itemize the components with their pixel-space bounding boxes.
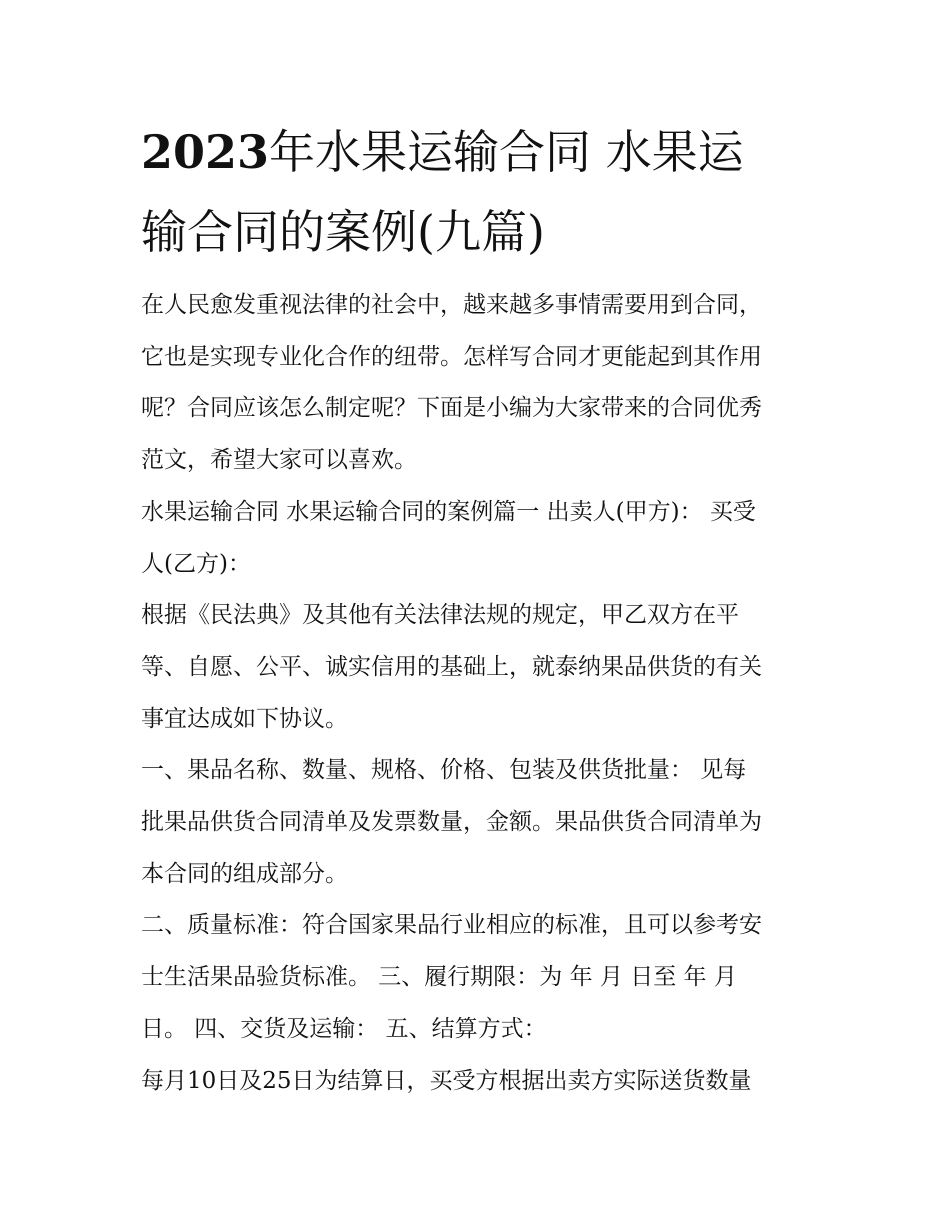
- text-line: 批果品供货合同清单及发票数量，金额。果品供货合同清单为: [141, 809, 762, 836]
- text-line: 士生活果品验货标准。 三、履行期限：为 年 月 日至 年 月: [141, 964, 737, 991]
- text-line: 本合同的组成部分。: [141, 860, 348, 887]
- document-title: [141, 112, 821, 272]
- title-year: 2023: [141, 125, 270, 179]
- paragraph-settlement: [141, 1056, 821, 1108]
- title-line-1: [141, 112, 821, 192]
- text-line: 根据《民法典》及其他有关法律法规的规定，甲乙双方在平: [141, 602, 739, 629]
- text-line: 范文，希望大家可以喜欢。: [141, 447, 417, 474]
- text-line: 在人民愈发重视法律的社会中，越来越多事情需要用到合同，: [141, 292, 762, 318]
- paragraph-parties: [141, 487, 821, 590]
- paragraph-clause-2: [141, 900, 821, 1055]
- title-line-2: 输合同的案例(九篇): [141, 205, 545, 259]
- text-line: 二、质量标准：符合国家果品行业相应的标准，且可以参考安: [141, 912, 762, 939]
- paragraph-clause-1: [141, 745, 821, 900]
- paragraph-intro: [141, 280, 821, 487]
- text-line: 事宜达成如下协议。: [141, 705, 348, 732]
- text-line: 人(乙方)：: [141, 550, 251, 577]
- text-line: 它也是实现专业化合作的纽带。怎样写合同才更能起到其作用: [141, 343, 762, 370]
- text-line: 水果运输合同 水果运输合同的案例篇一 出卖人(甲方)： 买受: [141, 498, 756, 525]
- document-body: [141, 280, 821, 1107]
- text-line: 每月10日及25日为结算日，买受方根据出卖方实际送货数量: [141, 1067, 752, 1094]
- text-line: 日。 四、交货及运输： 五、结算方式：: [141, 1015, 547, 1042]
- text-line: 等、自愿、公平、诚实信用的基础上，就泰纳果品供货的有关: [141, 653, 762, 680]
- title-line-1-text: 年水果运输合同 水果运: [269, 125, 744, 179]
- text-line: 呢？合同应该怎么制定呢？下面是小编为大家带来的合同优秀: [141, 395, 762, 422]
- text-line: 一、果品名称、数量、规格、价格、包装及供货批量： 见每: [141, 757, 747, 784]
- paragraph-legal-basis: [141, 590, 821, 745]
